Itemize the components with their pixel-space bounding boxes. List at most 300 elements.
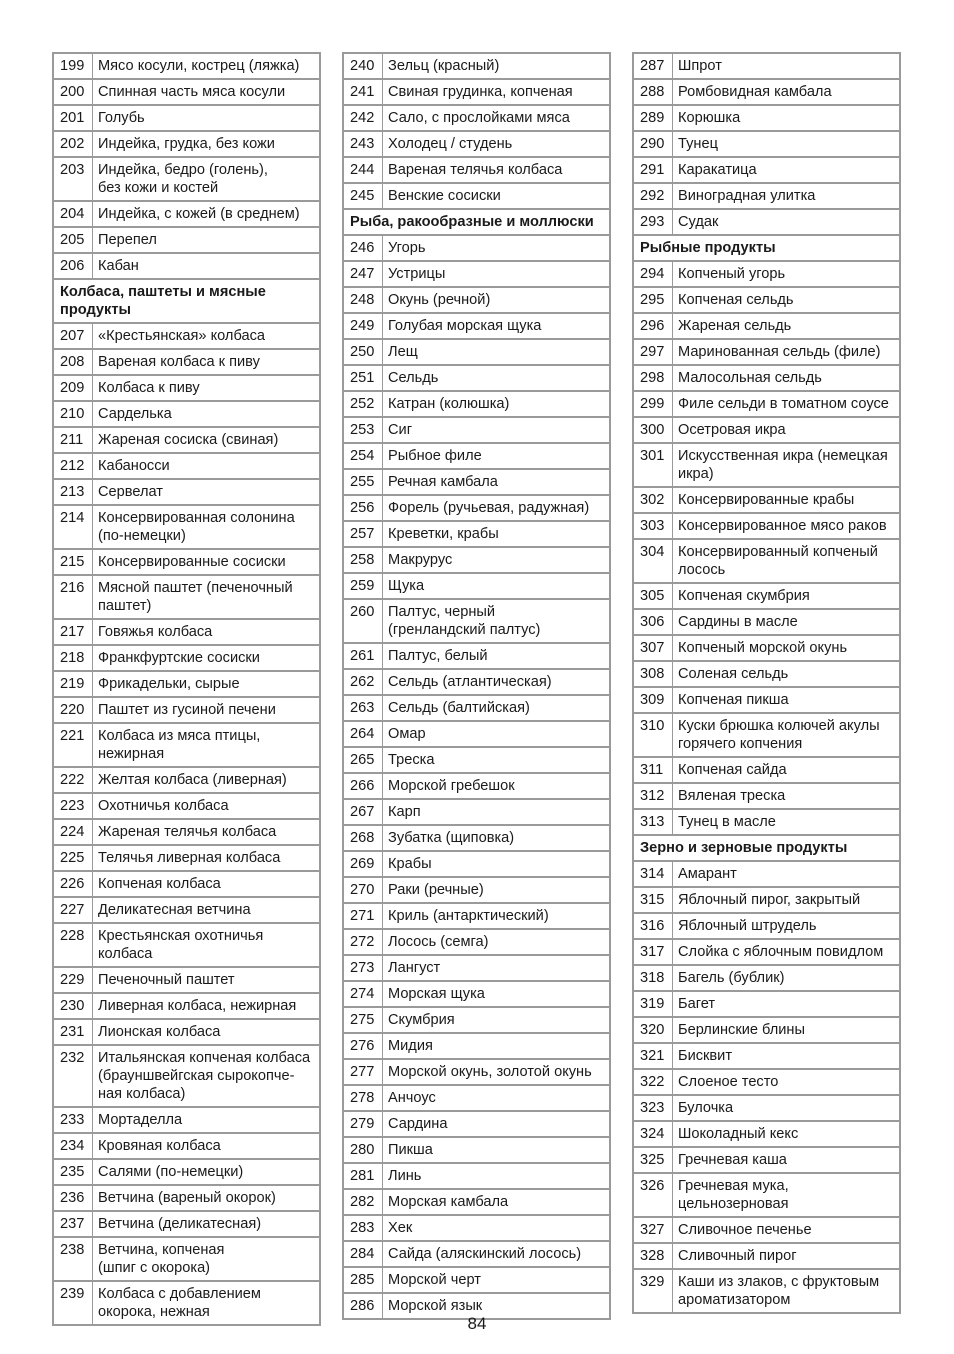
item-number: 256 xyxy=(342,496,382,522)
product-table xyxy=(342,52,611,1320)
table-row xyxy=(632,1270,901,1314)
item-number: 309 xyxy=(632,688,672,714)
table-row xyxy=(52,672,321,698)
item-number: 205 xyxy=(52,228,92,254)
item-name: Раки (речные) xyxy=(382,878,611,904)
item-name: Пикша xyxy=(382,1138,611,1164)
table-row xyxy=(342,340,611,366)
item-name: Крестьянская охотничья колбаса xyxy=(92,924,321,968)
item-name: Спинная часть мяса косули xyxy=(92,80,321,106)
item-name: Консервированный копченый лосось xyxy=(672,540,901,584)
table-row xyxy=(342,262,611,288)
item-number: 249 xyxy=(342,314,382,340)
item-name: Копченый морской окунь xyxy=(672,636,901,662)
table-row xyxy=(52,924,321,968)
item-name: Морской черт xyxy=(382,1268,611,1294)
item-number: 253 xyxy=(342,418,382,444)
table-row xyxy=(52,480,321,506)
item-name: Ветчина, копченая (шпиг с окорока) xyxy=(92,1238,321,1282)
item-number: 227 xyxy=(52,898,92,924)
item-number: 290 xyxy=(632,132,672,158)
table-row xyxy=(632,392,901,418)
item-number: 272 xyxy=(342,930,382,956)
table-row xyxy=(342,1008,611,1034)
item-number: 291 xyxy=(632,158,672,184)
table-row xyxy=(342,184,611,210)
item-name: Копченая сайда xyxy=(672,758,901,784)
item-number: 312 xyxy=(632,784,672,810)
item-number: 200 xyxy=(52,80,92,106)
item-number: 299 xyxy=(632,392,672,418)
item-number: 229 xyxy=(52,968,92,994)
item-number: 237 xyxy=(52,1212,92,1238)
product-table xyxy=(632,52,901,1314)
table-row xyxy=(52,106,321,132)
item-name: Кабаносси xyxy=(92,454,321,480)
item-name: Сардины в масле xyxy=(672,610,901,636)
item-number: 261 xyxy=(342,644,382,670)
table-row xyxy=(632,1044,901,1070)
table-row xyxy=(632,80,901,106)
table-row xyxy=(52,898,321,924)
table-row xyxy=(52,872,321,898)
item-number: 295 xyxy=(632,288,672,314)
table-row xyxy=(632,1096,901,1122)
item-number: 250 xyxy=(342,340,382,366)
item-number: 276 xyxy=(342,1034,382,1060)
item-name: Линь xyxy=(382,1164,611,1190)
item-number: 279 xyxy=(342,1112,382,1138)
item-name: Лангуст xyxy=(382,956,611,982)
table-row xyxy=(632,758,901,784)
item-name: Морской гребешок xyxy=(382,774,611,800)
table-row xyxy=(632,940,901,966)
item-number: 209 xyxy=(52,376,92,402)
item-name: Голубая морская щука xyxy=(382,314,611,340)
item-number: 317 xyxy=(632,940,672,966)
table-row xyxy=(632,106,901,132)
table-row xyxy=(342,1060,611,1086)
item-name: Индейка, с кожей (в среднем) xyxy=(92,202,321,228)
table-row xyxy=(52,228,321,254)
item-number: 292 xyxy=(632,184,672,210)
table-row xyxy=(632,184,901,210)
table-row xyxy=(342,574,611,600)
table-row xyxy=(52,1046,321,1108)
table-row xyxy=(52,646,321,672)
item-name: Индейка, грудка, без кожи xyxy=(92,132,321,158)
item-number: 257 xyxy=(342,522,382,548)
item-number: 232 xyxy=(52,1046,92,1108)
item-number: 248 xyxy=(342,288,382,314)
table-row xyxy=(632,888,901,914)
item-number: 301 xyxy=(632,444,672,488)
item-name: «Крестьянская» колбаса xyxy=(92,324,321,350)
item-name: Макрурус xyxy=(382,548,611,574)
item-name: Печеночный паштет xyxy=(92,968,321,994)
item-name: Франкфуртские сосиски xyxy=(92,646,321,672)
table-row xyxy=(342,470,611,496)
item-name: Креветки, крабы xyxy=(382,522,611,548)
item-number: 289 xyxy=(632,106,672,132)
item-number: 318 xyxy=(632,966,672,992)
item-name: Крабы xyxy=(382,852,611,878)
item-name: Лионская колбаса xyxy=(92,1020,321,1046)
table-row xyxy=(342,748,611,774)
item-name: Каши из злаков, с фруктовым ароматизатором xyxy=(672,1270,901,1314)
item-number: 305 xyxy=(632,584,672,610)
item-number: 231 xyxy=(52,1020,92,1046)
item-number: 322 xyxy=(632,1070,672,1096)
item-number: 254 xyxy=(342,444,382,470)
table-row xyxy=(52,132,321,158)
item-number: 215 xyxy=(52,550,92,576)
item-number: 280 xyxy=(342,1138,382,1164)
item-name: Вареная колбаса к пиву xyxy=(92,350,321,376)
section-header: Рыба, ракообразные и моллюски xyxy=(342,210,611,236)
table-column-3 xyxy=(632,52,901,1314)
item-name: Зубатка (щиповка) xyxy=(382,826,611,852)
table-row xyxy=(632,52,901,80)
item-name: Мортаделла xyxy=(92,1108,321,1134)
item-number: 241 xyxy=(342,80,382,106)
item-number: 236 xyxy=(52,1186,92,1212)
item-name: Угорь xyxy=(382,236,611,262)
item-number: 264 xyxy=(342,722,382,748)
item-number: 316 xyxy=(632,914,672,940)
table-row xyxy=(342,522,611,548)
table-row xyxy=(52,1134,321,1160)
item-name: Слойка с яблочным повидлом xyxy=(672,940,901,966)
table-row xyxy=(52,80,321,106)
item-name: Морская камбала xyxy=(382,1190,611,1216)
table-row xyxy=(632,992,901,1018)
table-row xyxy=(342,1034,611,1060)
table-row xyxy=(52,52,321,80)
item-number: 230 xyxy=(52,994,92,1020)
item-number: 323 xyxy=(632,1096,672,1122)
item-name: Мясо косули, кострец (ляжка) xyxy=(92,52,321,80)
item-name: Осетровая икра xyxy=(672,418,901,444)
item-name: Яблочный штрудель xyxy=(672,914,901,940)
item-number: 226 xyxy=(52,872,92,898)
table-row xyxy=(342,314,611,340)
item-name: Копченая скумбрия xyxy=(672,584,901,610)
section-header-row xyxy=(52,280,321,324)
item-number: 212 xyxy=(52,454,92,480)
item-number: 282 xyxy=(342,1190,382,1216)
item-number: 259 xyxy=(342,574,382,600)
table-row xyxy=(52,820,321,846)
table-row xyxy=(632,262,901,288)
item-name: Лосось (семга) xyxy=(382,930,611,956)
section-header: Зерно и зерновые продукты xyxy=(632,836,901,862)
item-name: Сало, с прослойками мяса xyxy=(382,106,611,132)
item-name: Слоеное тесто xyxy=(672,1070,901,1096)
table-row xyxy=(342,392,611,418)
item-name: Ливерная колбаса, нежирная xyxy=(92,994,321,1020)
table-row xyxy=(342,930,611,956)
item-name: Консервированная солонина (по-немецки) xyxy=(92,506,321,550)
table-row xyxy=(342,1164,611,1190)
item-number: 269 xyxy=(342,852,382,878)
table-row xyxy=(52,350,321,376)
table-row xyxy=(632,444,901,488)
table-row xyxy=(52,454,321,480)
item-name: Копченая пикша xyxy=(672,688,901,714)
item-number: 329 xyxy=(632,1270,672,1314)
table-row xyxy=(342,826,611,852)
table-row xyxy=(632,584,901,610)
item-number: 308 xyxy=(632,662,672,688)
item-name: Куски брюшка колючей акулы горячего копчения xyxy=(672,714,901,758)
table-row xyxy=(52,202,321,228)
table-row xyxy=(632,488,901,514)
item-number: 319 xyxy=(632,992,672,1018)
section-header: Рыбные продукты xyxy=(632,236,901,262)
table-row xyxy=(342,1112,611,1138)
table-row xyxy=(342,644,611,670)
table-row xyxy=(52,698,321,724)
table-row xyxy=(342,1138,611,1164)
item-name: Салями (по-немецки) xyxy=(92,1160,321,1186)
table-row xyxy=(632,1018,901,1044)
item-number: 234 xyxy=(52,1134,92,1160)
item-name: Консервированное мясо раков xyxy=(672,514,901,540)
item-name: Колбаса к пиву xyxy=(92,376,321,402)
table-row xyxy=(632,288,901,314)
item-number: 223 xyxy=(52,794,92,820)
table-row xyxy=(342,878,611,904)
item-number: 320 xyxy=(632,1018,672,1044)
item-name: Колбаса с добавлением окорока, нежная xyxy=(92,1282,321,1326)
item-name: Кабан xyxy=(92,254,321,280)
item-number: 324 xyxy=(632,1122,672,1148)
item-name: Телячья ливерная колбаса xyxy=(92,846,321,872)
table-row xyxy=(342,52,611,80)
item-name: Анчоус xyxy=(382,1086,611,1112)
item-number: 326 xyxy=(632,1174,672,1218)
table-row xyxy=(632,514,901,540)
item-name: Паштет из гусиной печени xyxy=(92,698,321,724)
table-row xyxy=(52,576,321,620)
item-name: Копченая колбаса xyxy=(92,872,321,898)
item-name: Фрикадельки, сырые xyxy=(92,672,321,698)
item-number: 286 xyxy=(342,1294,382,1320)
table-row xyxy=(52,1020,321,1046)
item-name: Перепел xyxy=(92,228,321,254)
table-row xyxy=(632,1174,901,1218)
item-number: 281 xyxy=(342,1164,382,1190)
table-row xyxy=(342,158,611,184)
table-row xyxy=(632,1244,901,1270)
item-name: Булочка xyxy=(672,1096,901,1122)
item-name: Палтус, белый xyxy=(382,644,611,670)
table-row xyxy=(632,1148,901,1174)
item-number: 251 xyxy=(342,366,382,392)
item-number: 225 xyxy=(52,846,92,872)
item-name: Багель (бублик) xyxy=(672,966,901,992)
table-row xyxy=(52,402,321,428)
item-name: Сливочный пирог xyxy=(672,1244,901,1270)
item-name: Маринованная сельдь (филе) xyxy=(672,340,901,366)
item-name: Омар xyxy=(382,722,611,748)
table-row xyxy=(632,862,901,888)
item-name: Кровяная колбаса xyxy=(92,1134,321,1160)
table-row xyxy=(52,506,321,550)
item-name: Морская щука xyxy=(382,982,611,1008)
table-row xyxy=(632,1122,901,1148)
item-number: 202 xyxy=(52,132,92,158)
item-name: Гречневая мука, цельнозерновая xyxy=(672,1174,901,1218)
item-name: Колбаса из мяса птицы, нежирная xyxy=(92,724,321,768)
item-name: Тунец в масле xyxy=(672,810,901,836)
table-row xyxy=(632,610,901,636)
item-name: Щука xyxy=(382,574,611,600)
item-number: 275 xyxy=(342,1008,382,1034)
table-row xyxy=(632,662,901,688)
table-row xyxy=(632,636,901,662)
table-row xyxy=(342,106,611,132)
item-number: 213 xyxy=(52,480,92,506)
item-name: Консервированные крабы xyxy=(672,488,901,514)
item-number: 263 xyxy=(342,696,382,722)
table-row xyxy=(342,236,611,262)
item-number: 313 xyxy=(632,810,672,836)
table-row xyxy=(632,314,901,340)
item-number: 206 xyxy=(52,254,92,280)
item-number: 303 xyxy=(632,514,672,540)
item-name: Шпрот xyxy=(672,52,901,80)
item-number: 297 xyxy=(632,340,672,366)
table-row xyxy=(632,540,901,584)
item-number: 203 xyxy=(52,158,92,202)
item-number: 287 xyxy=(632,52,672,80)
item-name: Гречневая каша xyxy=(672,1148,901,1174)
item-number: 220 xyxy=(52,698,92,724)
table-row xyxy=(342,418,611,444)
item-name: Венские сосиски xyxy=(382,184,611,210)
item-name: Шоколадный кекс xyxy=(672,1122,901,1148)
table-row xyxy=(342,366,611,392)
item-name: Консервированные сосиски xyxy=(92,550,321,576)
item-name: Вяленая треска xyxy=(672,784,901,810)
item-number: 222 xyxy=(52,768,92,794)
item-name: Рыбное филе xyxy=(382,444,611,470)
item-number: 311 xyxy=(632,758,672,784)
table-row xyxy=(52,968,321,994)
table-row xyxy=(632,914,901,940)
table-row xyxy=(342,800,611,826)
item-name: Морской язык xyxy=(382,1294,611,1320)
table-row xyxy=(342,982,611,1008)
item-number: 285 xyxy=(342,1268,382,1294)
item-number: 296 xyxy=(632,314,672,340)
table-column-2 xyxy=(342,52,611,1320)
item-number: 325 xyxy=(632,1148,672,1174)
product-table xyxy=(52,52,321,1326)
item-number: 277 xyxy=(342,1060,382,1086)
item-number: 238 xyxy=(52,1238,92,1282)
item-number: 274 xyxy=(342,982,382,1008)
table-row xyxy=(52,994,321,1020)
item-name: Филе сельди в томатном соусе xyxy=(672,392,901,418)
table-row xyxy=(52,724,321,768)
item-number: 246 xyxy=(342,236,382,262)
item-name: Деликатесная ветчина xyxy=(92,898,321,924)
table-row xyxy=(342,1190,611,1216)
table-row xyxy=(342,1216,611,1242)
item-name: Желтая колбаса (ливерная) xyxy=(92,768,321,794)
item-name: Говяжья колбаса xyxy=(92,620,321,646)
item-number: 265 xyxy=(342,748,382,774)
table-row xyxy=(342,444,611,470)
table-row xyxy=(342,1086,611,1112)
section-header-row xyxy=(632,236,901,262)
table-row xyxy=(52,846,321,872)
item-number: 321 xyxy=(632,1044,672,1070)
item-number: 293 xyxy=(632,210,672,236)
item-number: 298 xyxy=(632,366,672,392)
item-number: 211 xyxy=(52,428,92,454)
item-number: 199 xyxy=(52,52,92,80)
item-number: 278 xyxy=(342,1086,382,1112)
item-number: 201 xyxy=(52,106,92,132)
item-name: Речная камбала xyxy=(382,470,611,496)
item-name: Искусственная икра (немецкая икра) xyxy=(672,444,901,488)
table-row xyxy=(342,548,611,574)
item-name: Берлинские блины xyxy=(672,1018,901,1044)
item-name: Зельц (красный) xyxy=(382,52,611,80)
item-name: Морской окунь, золотой окунь xyxy=(382,1060,611,1086)
item-name: Итальянская копченая колбаса (брауншвейгская сырокопче- ная колбаса) xyxy=(92,1046,321,1108)
item-number: 224 xyxy=(52,820,92,846)
table-row xyxy=(632,688,901,714)
item-number: 245 xyxy=(342,184,382,210)
item-name: Багет xyxy=(672,992,901,1018)
table-row xyxy=(342,132,611,158)
item-name: Ветчина (вареный окорок) xyxy=(92,1186,321,1212)
item-number: 327 xyxy=(632,1218,672,1244)
item-number: 218 xyxy=(52,646,92,672)
item-number: 267 xyxy=(342,800,382,826)
table-row xyxy=(52,794,321,820)
item-number: 262 xyxy=(342,670,382,696)
item-number: 271 xyxy=(342,904,382,930)
item-number: 314 xyxy=(632,862,672,888)
item-name: Жареная телячья колбаса xyxy=(92,820,321,846)
table-row xyxy=(52,1186,321,1212)
item-name: Треска xyxy=(382,748,611,774)
item-name: Мидия xyxy=(382,1034,611,1060)
item-name: Соленая сельдь xyxy=(672,662,901,688)
item-name: Сарделька xyxy=(92,402,321,428)
item-number: 284 xyxy=(342,1242,382,1268)
table-row xyxy=(342,904,611,930)
item-number: 273 xyxy=(342,956,382,982)
item-number: 247 xyxy=(342,262,382,288)
item-number: 221 xyxy=(52,724,92,768)
item-number: 208 xyxy=(52,350,92,376)
table-row xyxy=(342,722,611,748)
table-row xyxy=(342,774,611,800)
item-number: 239 xyxy=(52,1282,92,1326)
item-number: 228 xyxy=(52,924,92,968)
table-row xyxy=(52,1238,321,1282)
table-row xyxy=(52,428,321,454)
item-number: 268 xyxy=(342,826,382,852)
table-row xyxy=(52,158,321,202)
